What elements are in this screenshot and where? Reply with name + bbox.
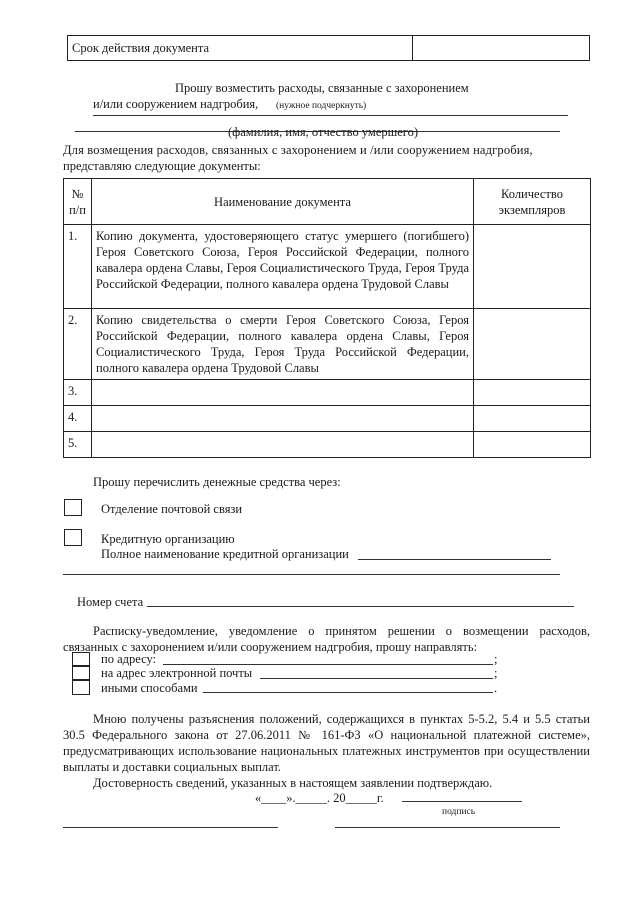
docs-intro-1: Для возмещения расходов, связанных с захоронением и /или сооружением надгробия, (63, 143, 533, 157)
bottom-line-left[interactable] (63, 827, 278, 828)
account-label: Номер счета (77, 595, 144, 609)
validity-table (67, 35, 590, 61)
bank-name-field[interactable] (358, 559, 551, 560)
bank-checkbox[interactable] (64, 529, 82, 546)
table-row (64, 432, 591, 458)
table-row (64, 406, 591, 432)
request-note: (нужное подчеркнуть) (276, 101, 367, 111)
post-office-label: Отделение почтовой связи (101, 502, 243, 516)
row-qty-cell[interactable] (474, 225, 591, 309)
documents-table (63, 178, 591, 458)
other-period: . (494, 681, 498, 695)
row-qty-cell[interactable] (474, 432, 591, 458)
row-qty-cell[interactable] (474, 406, 591, 432)
post-office-checkbox[interactable] (64, 499, 82, 516)
signature-field[interactable] (402, 801, 522, 802)
receipt-text: Расписку-уведомление, уведомление о принятом решении о возмещении расходов, связанных с захоронением и/или сооружением надгробия, прошу направлять: (63, 624, 590, 654)
row-doc-name: Копию документа, удостоверяющего статус умершего (погибшего) Героя Советского Союза, Героя Российской Федерации, полного кавалера ордена Славы, Героя Социалистического Труда, Героя Труда Российской Федерации, полного кавалера ордена Трудовой Славы (92, 225, 474, 309)
row-num: 5. (64, 432, 92, 458)
email-semicolon: ; (494, 666, 498, 680)
table-header-row (64, 179, 591, 225)
table-row (64, 225, 591, 309)
row-doc-name[interactable] (92, 406, 474, 432)
validity-input-cell[interactable] (414, 36, 589, 60)
bank-label: Кредитную организацию (101, 532, 235, 546)
date-field[interactable]: «____»._____. 20_____г. (255, 791, 384, 805)
by-email-label: на адрес электронной почты (101, 666, 253, 680)
row-num: 4. (64, 406, 92, 432)
row-num: 2. (64, 309, 92, 380)
account-field[interactable] (147, 606, 574, 607)
request-line-2: и/или сооружением надгробия, (93, 97, 259, 111)
bank-name-label: Полное наименование кредитной организации (101, 547, 349, 561)
payment-intro: Прошу перечислить денежные средства через: (93, 475, 341, 489)
fio-caption: (фамилия, имя, отчество умершего) (228, 125, 419, 139)
consent-text: Мною получены разъяснения положений, содержащихся в пунктах 5-5.2, 5.4 и 5.5 статьи 30.5 Федерального закона от 27.06.2011 № 161-ФЗ «О национальной платежной системе», предусматривающих использование национальных платежных инструментов при осуществлении выплаты и доставки социальных выплат. (63, 712, 590, 774)
row-doc-name[interactable] (92, 380, 474, 406)
address-semicolon: ; (494, 652, 498, 666)
other-method-field[interactable] (203, 692, 493, 693)
confirm-text: Достоверность сведений, указанных в настоящем заявлении подтверждаю. (93, 776, 493, 790)
other-method-label: иными способами (101, 681, 198, 695)
row-doc-name[interactable] (92, 432, 474, 458)
request-underline[interactable] (93, 115, 568, 116)
signature-caption: подпись (442, 807, 476, 817)
bank-name-field-2[interactable] (63, 574, 560, 575)
header-qty: Количество экземпляров (474, 179, 591, 225)
other-method-checkbox[interactable] (72, 680, 90, 695)
table-row (64, 309, 591, 380)
bottom-line-right[interactable] (335, 827, 560, 828)
by-address-label: по адресу: (101, 652, 157, 666)
header-num: № п/п (64, 179, 92, 225)
row-qty-cell[interactable] (474, 309, 591, 380)
table-row (64, 380, 591, 406)
docs-intro-2: представляю следующие документы: (63, 159, 261, 173)
by-email-checkbox[interactable] (72, 666, 90, 680)
row-num: 3. (64, 380, 92, 406)
row-doc-name: Копию свидетельства о смерти Героя Советского Союза, Героя Российской Федерации, полного кавалера ордена Славы, Героя Социалистического Труда, Героя Труда Российской Федерации, полного кавалера ордена Трудовой Славы (92, 309, 474, 380)
row-num: 1. (64, 225, 92, 309)
header-name: Наименование документа (92, 179, 474, 225)
email-field[interactable] (260, 678, 493, 679)
validity-label: Срок действия документа (72, 41, 210, 55)
request-line-1: Прошу возместить расходы, связанные с захоронением (175, 81, 469, 95)
row-qty-cell[interactable] (474, 380, 591, 406)
by-address-checkbox[interactable] (72, 652, 90, 666)
validity-divider (412, 36, 413, 60)
